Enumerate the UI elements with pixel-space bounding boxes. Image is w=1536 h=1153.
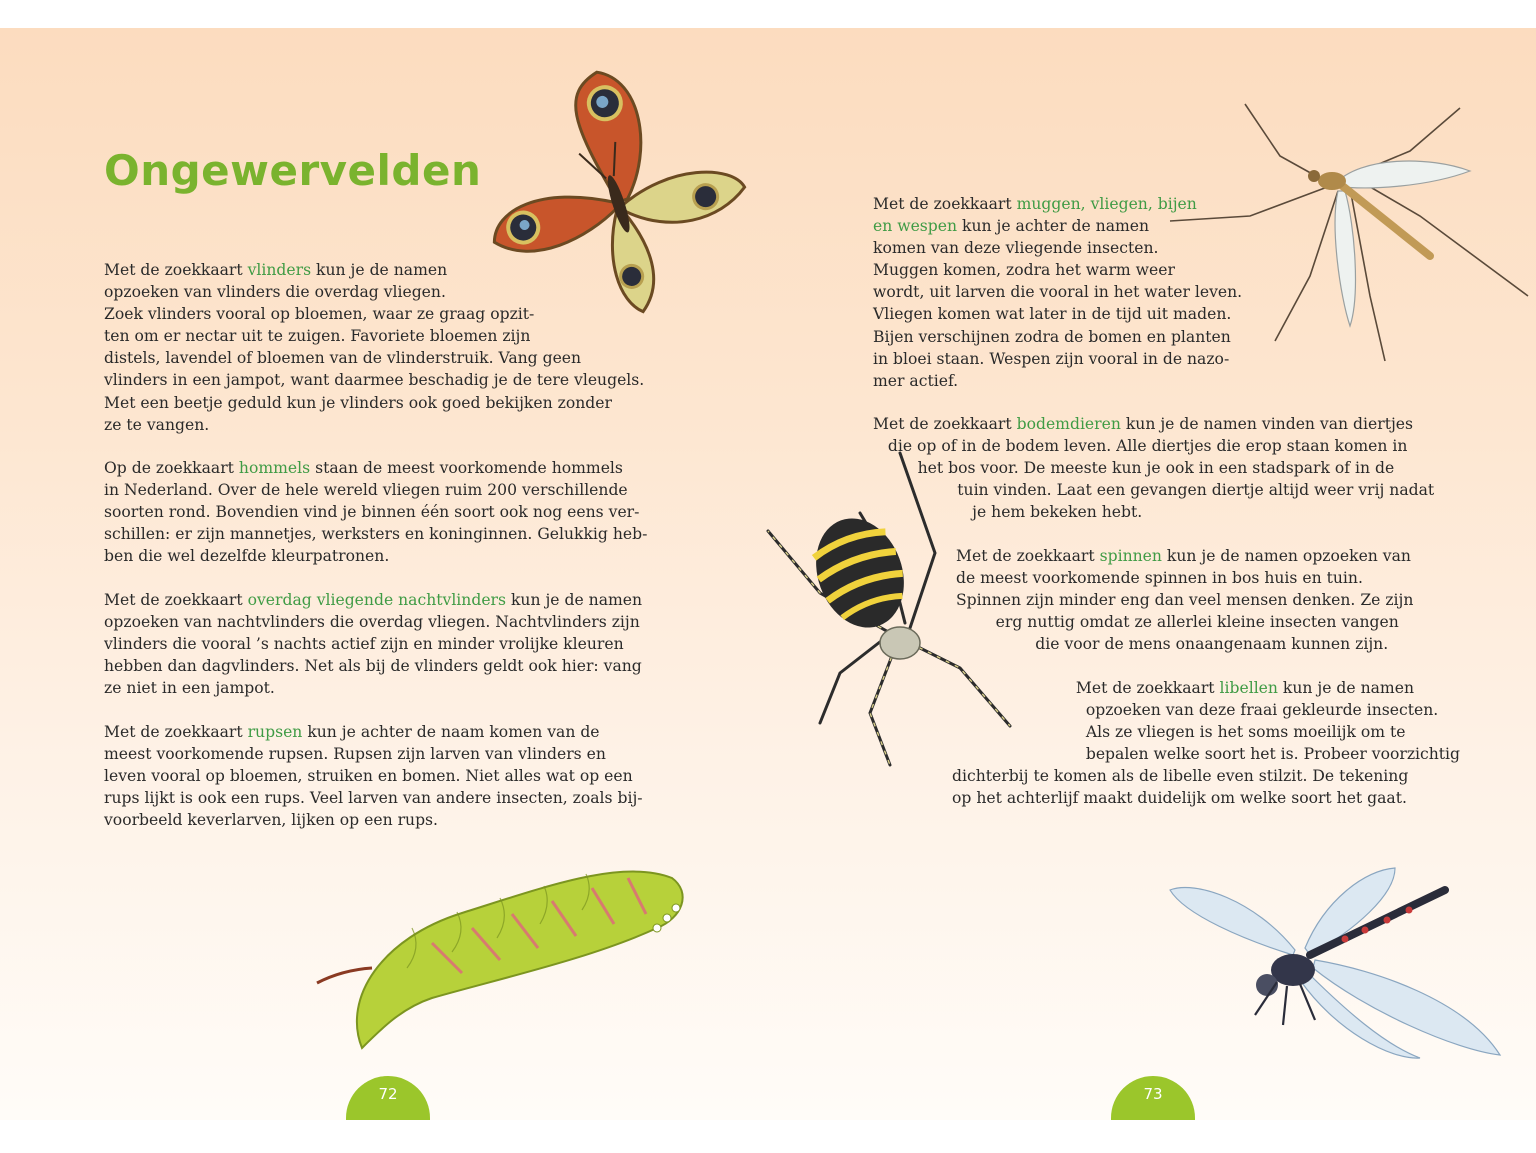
caterpillar-illustration (312, 848, 692, 1053)
spider-illustration (760, 443, 1025, 778)
paragraph-hommels: Op de zoekkaart hommels staan de meest voorkomende hommels in Nederland. Over de hele wereld vliegen ruim 200 verschillende soorten rond. Bovendien vind je binnen één soort ook nog eens ver- schillen: er zijn mannetjes, werksters en koninginnen. Gelukkig heb- ben die wel dezelfde kleurpatronen. (104, 459, 648, 566)
term-vlinders: vlinders (247, 261, 312, 279)
mosquito-illustration (1160, 96, 1530, 386)
paragraph-spinnen: Met de zoekkaart spinnen kun je de namen opzoeken van de meest voorkomende spinnen in bos huis en tuin. Spinnen zijn minder eng dan veel mensen denken. Ze zijn erg nuttig omdat ze allerlei kleine insecten vangen die voor de mens onaangenaam kunnen zijn. (956, 547, 1414, 654)
term-spinnen: spinnen (1099, 547, 1162, 565)
paragraph-libellen: Met de zoekkaart libellen kun je de namen opzoeken van deze fraai gekleurde insecten. Als ze vliegen is het soms moeilijk om te bepalen welke soort het is. Probeer voorzichtig dichterbij te komen als de libelle even stilzit. De tekening op het achterlijf maakt duidelijk om welke soort het gaat. (952, 679, 1461, 808)
book-spread (0, 28, 1536, 1120)
page-number-right: 73 (1111, 1076, 1195, 1120)
page-number-left: 72 (346, 1076, 430, 1120)
paragraph-muggen: Met de zoekkaart muggen, vliegen, bijen en wespen kun je achter de namen komen van deze vliegende insecten. Muggen komen, zodra het warm weer wordt, uit larven die vooral in het water leven. Vliegen komen wat later in de tijd uit maden. Bijen verschijnen zodra de bomen en planten in bloei staan. Wespen zijn vooral in de nazo- mer actief. (873, 195, 1243, 390)
term-libellen: libellen (1219, 679, 1278, 697)
dragonfly-illustration (1165, 860, 1505, 1060)
term-bodemdieren: bodemdieren (1016, 415, 1121, 433)
page-heading: Ongewervelden (104, 146, 482, 195)
term-nachtvlinders: overdag vliegende nachtvlinders (247, 591, 507, 609)
term-muggen: muggen, vliegen, bijen en wespen (873, 195, 1197, 236)
butterfly-illustration (478, 52, 758, 332)
term-hommels: hommels (238, 459, 311, 477)
paragraph-nachtvlinders: Met de zoekkaart overdag vliegende nachtvlinders kun je de namen opzoeken van nachtvlinders die overdag vliegen. Nachtvlinders zijn vlinders die vooral ’s nachts actief zijn en minder vrolijke kleuren hebben dan dagvlinders. Net als bij de vlinders geldt ook hier: vang ze niet in een jampot. (104, 591, 643, 698)
term-rupsen: rupsen (247, 723, 303, 741)
paragraph-rupsen: Met de zoekkaart rupsen kun je achter de naam komen van de meest voorkomende rupsen. Rupsen zijn larven van vlinders en leven vooral op bloemen, struiken en bomen. Niet alles wat op een rups lijkt is ook een rups. Veel larven van andere insecten, zoals bij- voorbeeld keverlarven, lijken op een rups. (104, 723, 643, 830)
paragraph-vlinders: Met de zoekkaart vlinders kun je de namen opzoeken van vlinders die overdag vliegen. Zoek vlinders vooral op bloemen, waar ze graag opzit- ten om er nectar uit te zuigen. Favoriete bloemen zijn distels, lavendel of bloemen van de vlinderstruik. Vang geen vlinders in een jampot, want daarmee beschadig je de tere vleugels. Met een beetje geduld kun je vlinders ook goed bekijken zonder ze te vangen. (104, 261, 645, 434)
paragraph-bodemdieren: Met de zoekkaart bodemdieren kun je de namen vinden van diertjes die op of in de bodem leven. Alle diertjes die erop staan komen in het bos voor. De meeste kun je ook in een stadspark of in de tuin vinden. Laat een gevangen diertje altijd weer vrij nadat je hem bekeken hebt. (873, 415, 1435, 522)
